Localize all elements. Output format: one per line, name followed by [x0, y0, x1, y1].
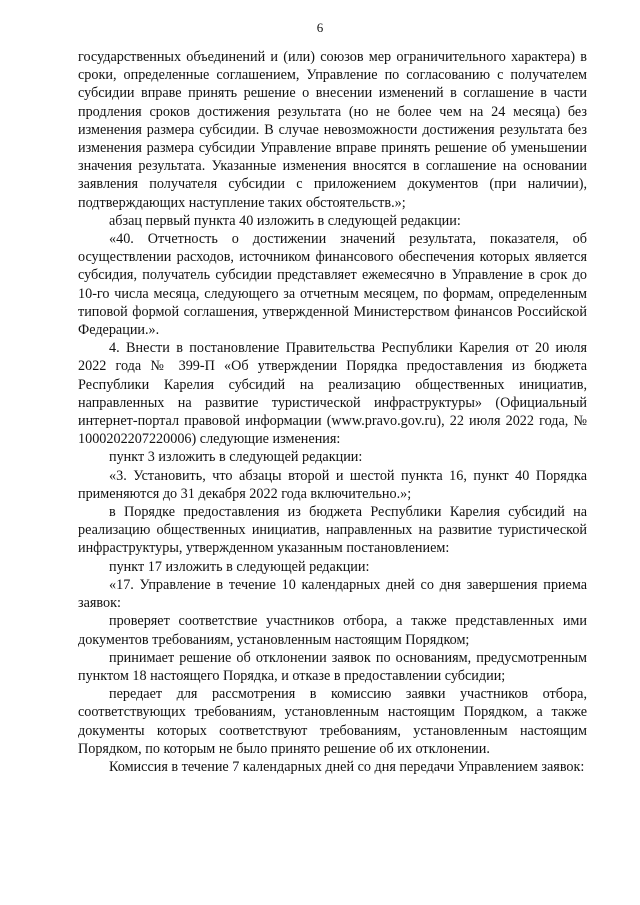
paragraph-checks-compliance: проверяет соответствие участников отбора, а также представленных ими документов требованиям, установленным настоящим Порядком;	[78, 613, 587, 648]
paragraph-rejection-decision: принимает решение об отклонении заявок по основаниям, предусмотренным пунктом 18 настоящего Порядка, и отказе в предоставлении субсидии;	[78, 649, 587, 684]
paragraph-point-3-text: «3. Установить, что абзацы второй и шестой пункта 16, пункт 40 Порядка применяются до 31 декабря 2022 года включительно.»;	[78, 467, 587, 502]
paragraph-point-40-text: «40. Отчетность о достижении значений результата, показателя, об осуществлении расходов, источником финансового обеспечения которых является субсидия, получатель субсидии представляет ежемесячно в Управление в срок до 10-го числа месяца, следующего за отчетным месяцем, по формам, определенным типовой формой соглашения, утвержденной Министерством финансов Российской Федерации.».	[78, 231, 587, 339]
paragraph-commission: Комиссия в течение 7 календарных дней со дня передачи Управлением заявок:	[109, 758, 585, 775]
paragraph-continuation: государственных объединений и (или) союзов мер ограничительного характера) в сроки, определенные соглашением, Управление по согласованию с получателем субсидии вправе принять решение о внесении изменений в соглашение в части продления сроков достижения результата (но не более чем на 24 месяца) без изменения размера субсидии. В случае невозможности достижения результата без изменения размера субсидии Управление вправе принять решение об уменьшении значения результата. Указанные изменения вносятся в соглашение на основании заявления получателя субсидии с приложением документов (при наличии), подтверждающих наступление таких обстоятельств.»;	[78, 49, 587, 211]
paragraph-transfer-to-commission: передает для рассмотрения в комиссию заявки участников отбора, соответствующих требованиям, установленным настоящим Порядком, а также документы которых соответствуют требованиям, установленным настоящим Порядком, по которым не было принято решение об их отклонении.	[78, 686, 587, 757]
paragraph-procedure-intro: в Порядке предоставления из бюджета Республики Карелия субсидий на реализацию общественных инициатив, направленных на развитие туристической инфраструктуры, утвержденном указанным постановлением:	[78, 504, 587, 557]
paragraph-point-17-text: «17. Управление в течение 10 календарных дней со дня завершения приема заявок:	[78, 576, 587, 612]
paragraph-amend-point-17: пункт 17 изложить в следующей редакции:	[109, 558, 370, 575]
paragraph-section-4: 4. Внести в постановление Правительства Республики Карелия от 20 июля 2022 года № 399-П «Об утверждении Порядка предоставления из бюджета Республики Карелия субсидий на реализацию общественных инициатив, направленных на развитие туристической инфраструктуры» (Официальный интернет-портал правовой информации (www.pravo.gov.ru), 22 июля 2022 года, № 1000202207220006) следующие изменения:	[78, 340, 587, 448]
page-number: 6	[316, 20, 324, 35]
paragraph-amend-point-3: пункт 3 изложить в следующей редакции:	[109, 449, 363, 466]
document-body	[78, 48, 587, 776]
paragraph-amend-point-40: абзац первый пункта 40 изложить в следующей редакции:	[109, 212, 461, 229]
